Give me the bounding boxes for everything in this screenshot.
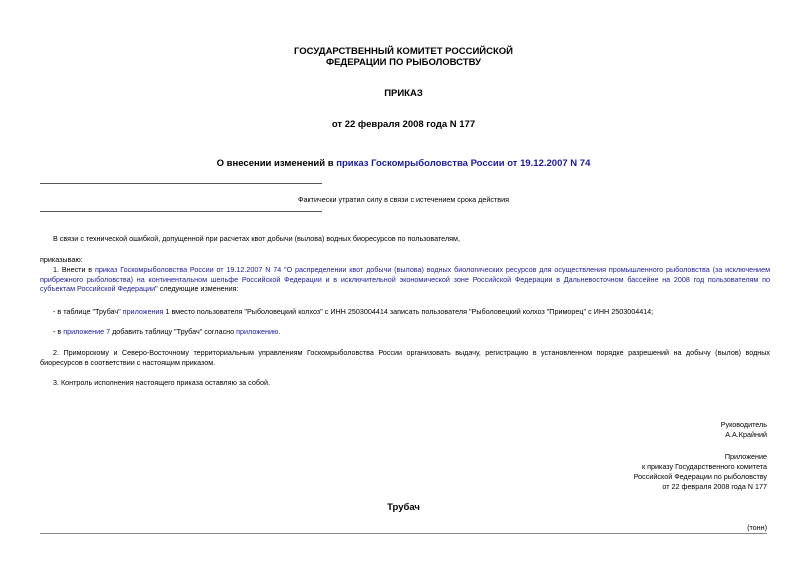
item-1 (40, 265, 770, 294)
item-3: 3. Контроль исполнения настоящего приказа оставляю за собой. (53, 378, 270, 387)
signature-name: А.А.Крайний (725, 430, 767, 439)
signature-position: Руководитель (720, 420, 767, 429)
table-top-rule (40, 533, 767, 534)
table-title: Трубач (387, 502, 420, 513)
doc-date-number: от 22 февраля 2008 года N 177 (331, 119, 476, 130)
divider-top (40, 183, 322, 184)
item-1-suffix: " следующие изменения: (155, 284, 239, 293)
sub-item-2-prefix: - в (53, 327, 64, 336)
sub-item-1-link[interactable]: приложения (122, 307, 164, 316)
sub-item-1 (40, 307, 770, 317)
doc-title (0, 158, 807, 169)
sub-item-2-middle: добавить таблицу "Трубач" согласно (110, 327, 237, 336)
sub-item-2 (40, 327, 770, 337)
preamble: В связи с технической ошибкой, допущенной при расчетах квот добычи (вылова) водных биоресурсов по пользователям, (53, 234, 460, 243)
appendix-line3: Российской Федерации по рыболовству (633, 472, 767, 481)
unit-note: (тонн) (747, 523, 767, 532)
doc-type: ПРИКАЗ (384, 88, 423, 99)
doc-title-link[interactable]: приказ Госкомрыболовства России от 19.12.2007 N 74 (336, 158, 591, 169)
sub-item-2-suffix: . (278, 327, 281, 336)
item-1-link[interactable]: приказ Госкомрыболовства России от 19.12.2007 N 74 "О распределении квот добычи (вылова) водных биологических ресурсов для осуществления промышленного рыболовства (за исключением прибрежного рыболовства) на континентальном шельфе Российской Федерации и в исключительной экономической зоне Российской Федерации в Дальневосточном бассейне на 2008 год пользователям по субъектам Российской Федерации (40, 265, 771, 293)
sub-item-2-link-appendix[interactable]: приложению (236, 327, 279, 336)
sub-item-1-suffix: 1 вместо пользователя "Рыболовецкий колхоз" с ИНН 2503004414 записать пользователя "Рыболовецкий колхоз "Приморец" с ИНН 2503004414; (163, 307, 654, 316)
appendix-line4: от 22 февраля 2008 года N 177 (662, 482, 767, 491)
order-word: приказываю: (40, 255, 83, 264)
status-note: Фактически утратил силу в связи с истечением срока действия (298, 195, 509, 204)
divider-bottom (40, 211, 322, 212)
doc-title-prefix: О внесении изменений в (216, 158, 337, 169)
sub-item-1-prefix: - в таблице "Трубач" (53, 307, 123, 316)
item-1-prefix: 1. Внести в (53, 265, 95, 274)
appendix-line1: Приложение (724, 452, 767, 461)
sub-item-2-link-appendix7[interactable]: приложение 7 (63, 327, 111, 336)
org-name-line1: ГОСУДАРСТВЕННЫЙ КОМИТЕТ РОССИЙСКОЙ (293, 46, 514, 57)
org-name-line2: ФЕДЕРАЦИИ ПО РЫБОЛОВСТВУ (325, 57, 481, 68)
item-2: 2. Приморскому и Северо-Восточному территориальным управлениям Госкомрыболовства России организовать выдачу, регистрацию в установленном порядке разрешений на добычу (вылов) водных биоресурсов в соответствии с настоящим приказом. (40, 348, 770, 367)
appendix-line2: к приказу Государственного комитета (642, 462, 767, 471)
